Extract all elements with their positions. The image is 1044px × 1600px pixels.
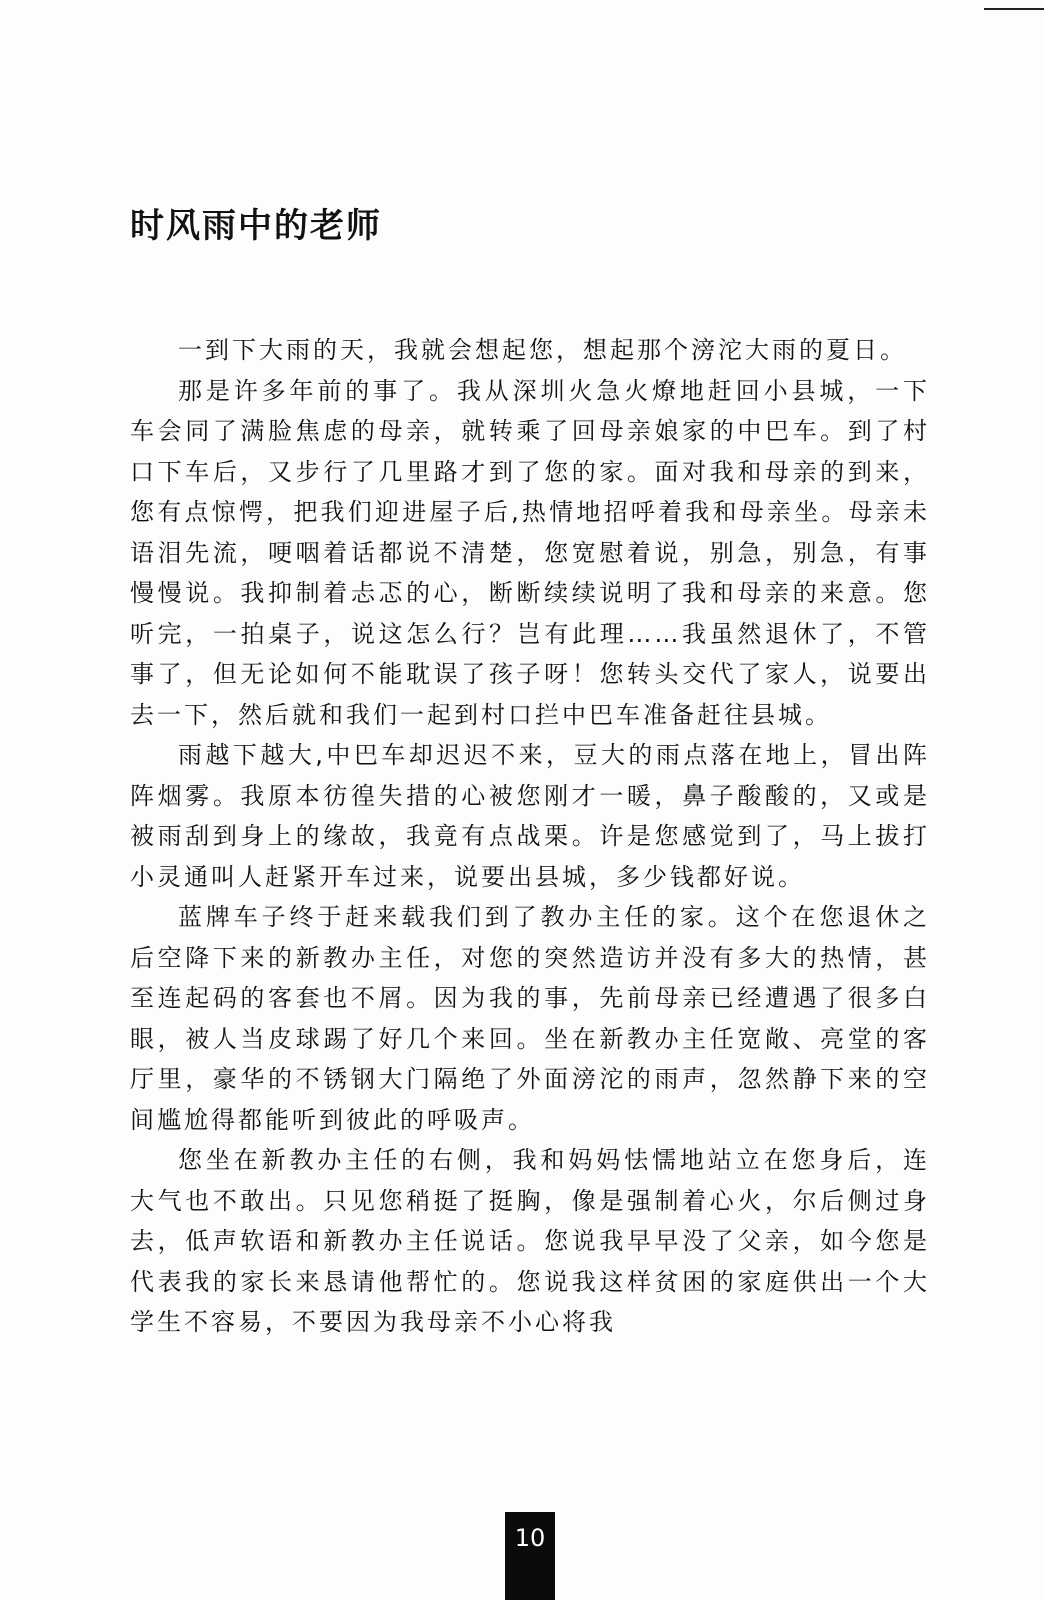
chapter-title: 时风雨中的老师 <box>130 206 382 246</box>
paragraph-5: 您坐在新教办主任的右侧，我和妈妈怯懦地站立在您身后，连大气也不敢出。只见您稍挺了挺胸，像是强制着心火，尔后侧过身去，低声软语和新教办主任说话。您说我早早没了父亲，如今您是代表我的家长来恳请他帮忙的。您说我这样贫困的家庭供出一个大学生不容易，不要因为我母亲不小心将我 <box>130 1146 930 1336</box>
body-text <box>130 330 930 1343</box>
paragraph-1: 一到下大雨的天，我就会想起您，想起那个滂沱大雨的夏日。 <box>178 336 907 364</box>
paragraph-2: 那是许多年前的事了。我从深圳火急火燎地赶回小县城，一下车会同了满脸焦虑的母亲，就转乘了回母亲娘家的中巴车。到了村口下车后，又步行了几里路才到了您的家。面对我和母亲的到来，您有点惊愕，把我们迎进屋子后,热情地招呼着我和母亲坐。母亲未语泪先流，哽咽着话都说不清楚，您宽慰着说，别急，别急，有事慢慢说。我抑制着忐忑的心，断断续续说明了我和母亲的来意。您听完，一拍桌子，说这怎么行？岂有此理……我虽然退休了，不管事了，但无论如何不能耽误了孩子呀！您转头交代了家人，说要出去一下，然后就和我们一起到村口拦中巴车准备赶往县城。 <box>130 376 930 729</box>
paragraph-3: 雨越下越大,中巴车却迟迟不来，豆大的雨点落在地上，冒出阵阵烟雾。我原本彷徨失措的心被您刚才一暖，鼻子酸酸的，又或是被雨刮到身上的缘故，我竟有点战栗。许是您感觉到了，马上拔打小灵通叫人赶紧开车过来，说要出县城，多少钱都好说。 <box>130 741 930 891</box>
paragraph-4: 蓝牌车子终于赶来载我们到了教办主任的家。这个在您退休之后空降下来的新教办主任，对您的突然造访并没有多大的热情，甚至连起码的客套也不屑。因为我的事，先前母亲已经遭遇了很多白眼，被人当皮球踢了好几个来回。坐在新教办主任宽敞、亮堂的客厅里，豪华的不锈钢大门隔绝了外面滂沱的雨声，忽然静下来的空间尴尬得都能听到彼此的呼吸声。 <box>130 903 930 1134</box>
page-number: 10 <box>505 1512 555 1600</box>
corner-rule <box>984 8 1044 10</box>
